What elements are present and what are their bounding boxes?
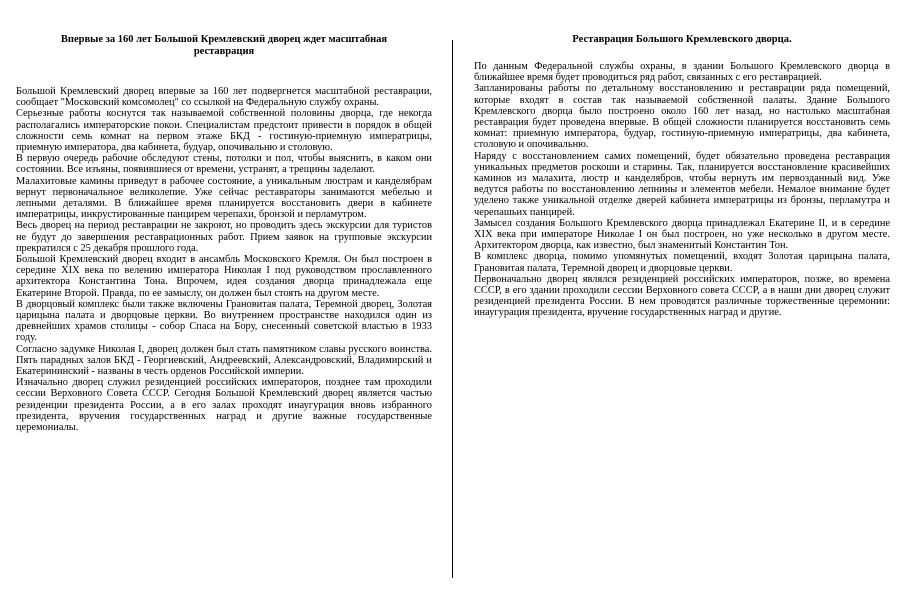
paragraph: Серьезные работы коснутся так называемой собственной половины дворца, где некогда располагались императорские покои. Специалистам предстоит привести в порядок в общей сложности семь комнат на первом этаже БКД - гостиную-приемную императрицы, приемную императора, два кабинета, будуар, опочивальню и столовую. [16,108,432,154]
left-article [16,34,432,433]
paragraph: В комплекс дворца, помимо упомянутых помещений, входят Золотая царицына палата, Грановитая палата, Теремной дворец и дворцовые церкви. [474,251,890,274]
paragraph: Замысел создания Большого Кремлевского дворца принадлежал Екатерине II, и в середине XIX века при императоре Николае I он был построен, но уже несколько в другом месте. Архитектором дворца, как известно, был знаменитый Константин Тон. [474,217,890,252]
paragraph: Малахитовые камины приведут в рабочее состояние, а уникальным люстрам и канделябрам вернут первоначальное великолепие. Уже сейчас реставраторы занимаются мебелью и лепными деталями. В ближайшее время планируется восстановить двери в кабинете императрицы, инкрустированные панцирем черепахи, бронзой и перламутром. [16,175,432,221]
paragraph: Согласно задумке Николая I, дворец должен был стать памятником славы русского воинства. Пять парадных залов БКД - Георгиевский, Андреевский, Александровский, Владимирский и Екатерининский - названы в честь орденов Российской империи. [16,343,432,378]
paragraph: Большой Кремлевский дворец впервые за 160 лет подвергнется масштабной реставрации, сообщает "Московский комсомолец" со ссылкой на Федеральную службу охраны. [16,86,432,109]
paragraph: Большой Кремлевский дворец входит в ансамбль Московского Кремля. Он был построен в середине XIX века по велению императора Николая I под руководством прославленного архитектора Константина Тона. Впрочем, идея создания дворца принадлежала еще Екатерине Второй. Правда, по ее замыслу, он должен был стоять на другом месте. [16,254,432,299]
right-article [474,34,890,319]
left-article-body [16,86,432,433]
paragraph: Первоначально дворец являлся резиденцией российских императоров, позже, во времена СССР, в его здании проходили сессии Верховного совета СССР, а в наши дни дворец служит резиденцией президента России. В нем проводятся различные торжественные церемонии: инаугурация президента, вручение государственных наград и другие. [474,273,890,319]
column-divider [452,40,453,578]
paragraph: Изначально дворец служил резиденцией российских императоров, позднее там проходили сессии Верховного Совета СССР. Сегодня Большой Кремлевский дворец является частью резиденции президента России, а в его залах проходят инаугурация вновь избранного президента, вручения государственных наград и другие важные государственные церемониалы. [16,377,432,434]
paragraph: Наряду с восстановлением самих помещений, будет обязательно проведена реставрация уникальных предметов роскоши и старины. Так, планируется восстановление красивейших каминов из малахита, люстр и канделябров, чтобы вернуть им первозданный вид. Уже ведутся работы по восстановлению лепнины и элементов мебели. Немалое внимание будет уделено также уникальной отделке дверей кабинета императрицы из бронзы, перламутра и черепашьих панцирей. [474,150,890,218]
left-article-title: Впервые за 160 лет Большой Кремлевский дворец ждет масштабная реставрация [60,34,388,57]
right-article-title: Реставрация Большого Кремлевского дворца. [572,34,792,45]
paragraph: В дворцовый комплекс были также включены Грановитая палата, Теремной дворец, Золотая царицына палата и дворцовые церкви. Во внутреннем пространстве находился один из древнейших храмов столицы - собор Спаса на Бору, снесенный советской властью в 1933 году. [16,298,432,344]
paragraph: Запланированы работы по детальному восстановлению и реставрации ряда помещений, которые входят в состав так называемой собственной палаты. Здание Большого Кремлевского дворца было построено около 160 лет назад, но настолько масштабная реставрация будет проведена впервые. В общей сложности планируется восстановить семь комнат: приемную императора, будуар, гостиную-приемную императрицы, два кабинета, столовую и опочивальню. [474,83,890,151]
right-article-body [474,61,890,319]
paragraph: В первую очередь рабочие обследуют стены, потолки и пол, чтобы выяснить, в каком они состоянии. Все изъяны, появившиеся от времени, устранят, а трещины заделают. [16,153,432,176]
paragraph: По данным Федеральной службы охраны, в здании Большого Кремлевского дворца в ближайшее время будет проводиться ряд работ, связанных с его реставрацией. [474,61,890,84]
paragraph: Весь дворец на период реставрации не закроют, но проводить здесь экскурсии для туристов не будут до завершения реставрационных работ. Прием заявок на групповые экскурсии прекратился с 25 декабря прошлого года. [16,220,432,254]
